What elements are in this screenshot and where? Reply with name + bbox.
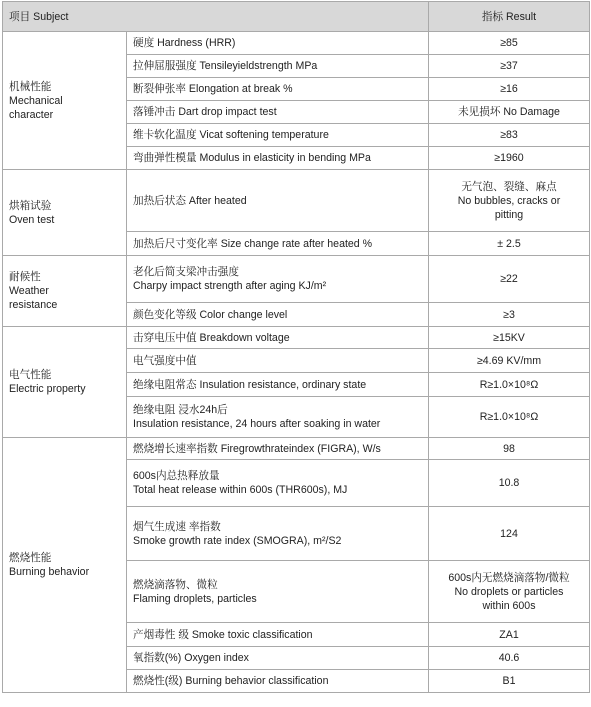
item-line: Insulation resistance, 24 hours after soaking in water [133, 418, 381, 430]
row-item: 弯曲弹性模量 Modulus in elasticity in bending MPa [127, 147, 429, 170]
table-row [3, 170, 590, 232]
row-value: 98 [429, 438, 590, 460]
row-value: 10.8 [429, 460, 590, 507]
row-item: 击穿电压中值 Breakdown voltage [127, 327, 429, 349]
row-value: B1 [429, 670, 590, 693]
row-item: 燃烧性(级) Burning behavior classification [127, 670, 429, 693]
group-oven-test [3, 170, 127, 256]
item-line: 燃烧滴落物、微粒 [133, 578, 218, 591]
row-value: ≥4.69 KV/mm [429, 349, 590, 373]
value-line: No bubbles, cracks or [457, 194, 561, 207]
row-value: ZA1 [429, 623, 590, 647]
row-item: 燃烧增长速率指数 Firegrowthrateindex (FIGRA), W/s [127, 438, 429, 460]
row-value [429, 170, 590, 232]
row-item: 加热后尺寸变化率 Size change rate after heated % [127, 232, 429, 256]
row-item [127, 256, 429, 303]
row-value: R≥1.0×10⁸Ω [429, 373, 590, 397]
row-value: ≥85 [429, 32, 590, 55]
row-item: 落锤冲击 Dart drop impact test [127, 101, 429, 124]
table-row [3, 327, 590, 349]
row-value: ≥1960 [429, 147, 590, 170]
row-value: 40.6 [429, 647, 590, 670]
item-line: 老化后简支梁冲击强度 [133, 266, 239, 278]
item-line: Flaming droplets, particles [133, 592, 257, 605]
item-line: Total heat release within 600s (THR600s), MJ [133, 484, 348, 496]
row-value: ≥16 [429, 78, 590, 101]
group-label-en: Oven test [9, 213, 55, 226]
row-item [127, 507, 429, 561]
header-subject: 项目 Subject [3, 2, 429, 32]
row-value: ≥37 [429, 55, 590, 78]
row-item [127, 561, 429, 623]
group-label-zh: 机械性能 [9, 80, 52, 93]
value-line: 无气泡、裂缝、麻点 [461, 180, 557, 193]
table-row [3, 32, 590, 55]
group-label-en: Weather [9, 285, 49, 297]
row-item: 拉伸屈服强度 Tensileyieldstrength MPa [127, 55, 429, 78]
row-value: ≥83 [429, 124, 590, 147]
header-result: 指标 Result [429, 2, 590, 32]
spec-table [2, 1, 590, 693]
group-electric-property [3, 327, 127, 438]
group-burning-behavior [3, 438, 127, 693]
row-item: 产烟毒性 级 Smoke toxic classification [127, 623, 429, 647]
row-value [429, 561, 590, 623]
row-item: 加热后状态 After heated [127, 170, 429, 232]
group-label-en: Mechanical [9, 94, 63, 107]
value-line: pitting [494, 208, 524, 221]
item-line: Smoke growth rate index (SMOGRA), m²/S2 [133, 534, 342, 547]
row-item: 维卡软化温度 Vicat softening temperature [127, 124, 429, 147]
item-line: 烟气生成速 率指数 [133, 520, 221, 533]
row-value: ≥15KV [429, 327, 590, 349]
group-label-zh: 烘箱试验 [9, 199, 52, 212]
row-value: ≥22 [429, 256, 590, 303]
item-line: 600s内总热释放量 [133, 470, 220, 482]
group-mechanical [3, 32, 127, 170]
group-weather-resistance [3, 256, 127, 327]
row-item: 硬度 Hardness (HRR) [127, 32, 429, 55]
item-line: 绝缘电阻 浸水24h后 [133, 404, 228, 416]
row-value: R≥1.0×10⁸Ω [429, 397, 590, 438]
row-item: 断裂伸张率 Elongation at break % [127, 78, 429, 101]
row-item: 氧指数(%) Oxygen index [127, 647, 429, 670]
table-row [3, 256, 590, 303]
table-row [3, 438, 590, 460]
group-label-zh: 耐候性 [9, 271, 41, 283]
value-line: 600s内无燃烧滴落物/微粒 [448, 571, 570, 584]
group-label-zh: 燃烧性能 [9, 552, 52, 564]
row-item [127, 460, 429, 507]
table-header-row [3, 2, 590, 32]
row-value: ± 2.5 [429, 232, 590, 256]
group-label-en: Burning behavior [9, 566, 90, 578]
row-value: 124 [429, 507, 590, 561]
group-label-zh: 电气性能 [9, 369, 52, 381]
row-item: 电气强度中值 [127, 349, 429, 373]
row-item: 颜色变化等级 Color change level [127, 303, 429, 327]
row-item: 绝缘电阻常态 Insulation resistance, ordinary state [127, 373, 429, 397]
value-line: within 600s [482, 599, 536, 612]
item-line: Charpy impact strength after aging KJ/m² [133, 280, 327, 292]
value-line: No droplets or particles [454, 585, 564, 598]
group-label-en: resistance [9, 299, 58, 311]
row-value: 未见损坏 No Damage [429, 101, 590, 124]
row-item [127, 397, 429, 438]
group-label-en: character [9, 108, 54, 121]
row-value: ≥3 [429, 303, 590, 327]
group-label-en: Electric property [9, 383, 86, 395]
